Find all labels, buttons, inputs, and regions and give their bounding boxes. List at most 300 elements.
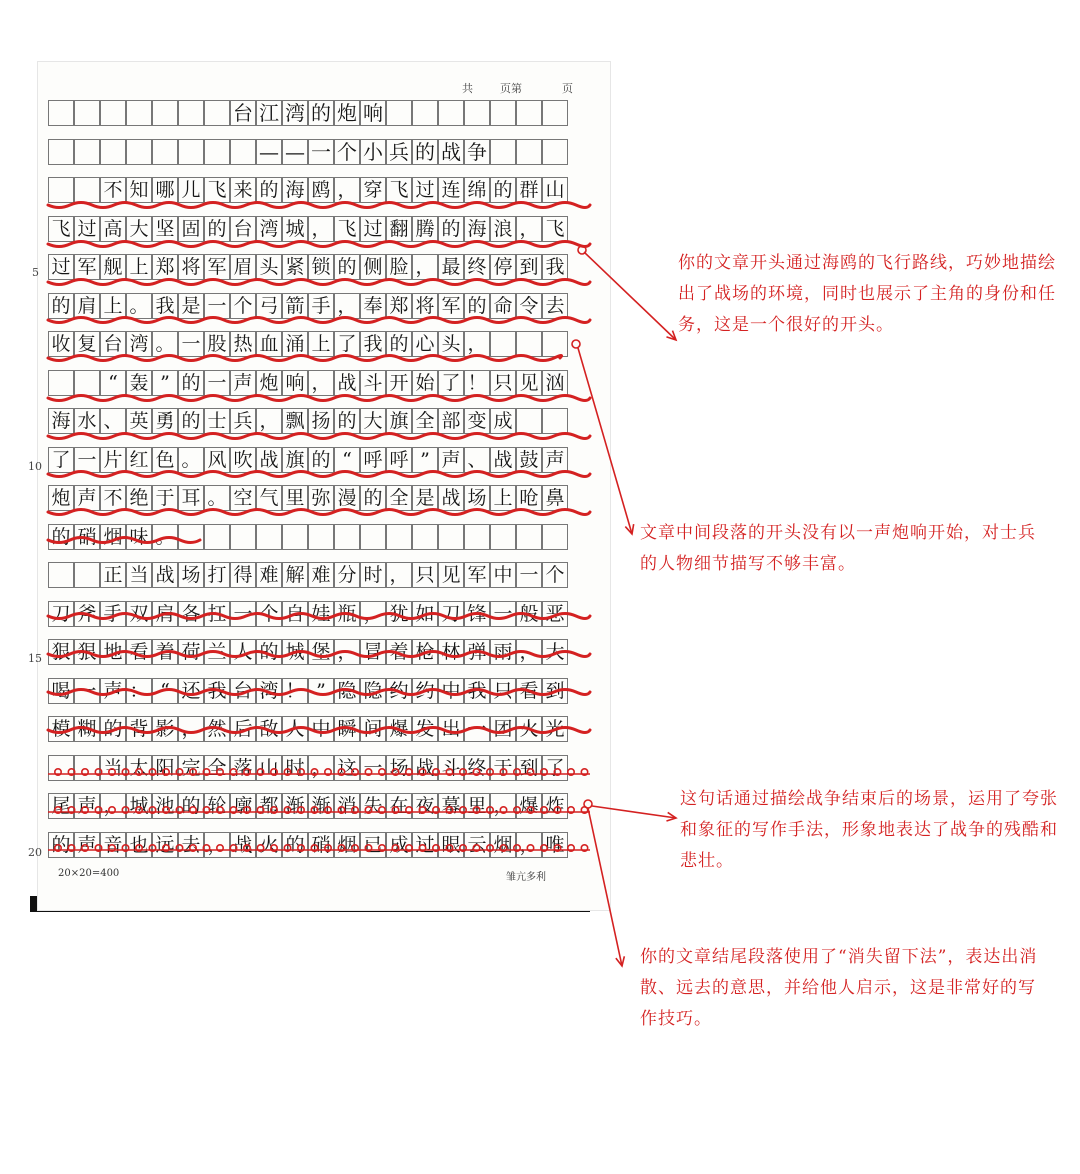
grid-cell: 到 <box>542 678 568 704</box>
grid-cell: 着 <box>386 639 412 665</box>
grid-cell: 还 <box>178 678 204 704</box>
grid-cell: 飞 <box>542 216 568 242</box>
grid-cell: 当 <box>126 562 152 588</box>
grid-cell: 斗 <box>438 755 464 781</box>
grid-cell: 的 <box>308 100 334 126</box>
wavy-underline <box>48 510 590 515</box>
grid-cell: 爆 <box>516 793 542 819</box>
grid-cell: 犹 <box>386 601 412 627</box>
grid-cell: “ <box>152 678 178 704</box>
wavy-underline <box>48 318 590 323</box>
grid-cell: 上 <box>126 254 152 280</box>
grid-cell: 一 <box>308 139 334 165</box>
grid-cell: 血 <box>256 331 282 357</box>
grid-cell: 的 <box>490 177 516 203</box>
grid-cell: 炮 <box>334 100 360 126</box>
grid-cell: 阳 <box>152 755 178 781</box>
grid-cell: 只 <box>490 678 516 704</box>
grid-cell: ， <box>516 639 542 665</box>
grid-cell: 弥 <box>308 485 334 511</box>
grid-cell: 高 <box>100 216 126 242</box>
grid-cell: ” <box>412 447 438 473</box>
grid-cell: 水 <box>74 408 100 434</box>
grid-cell: 去 <box>178 832 204 858</box>
grid-cell: 飞 <box>204 177 230 203</box>
grid-cell: ， <box>100 793 126 819</box>
grid-cell: 于 <box>490 755 516 781</box>
grid-cell: 隐 <box>360 678 386 704</box>
grid-cell: 我 <box>464 678 490 704</box>
grid-cell: 雨 <box>490 639 516 665</box>
grid-cell: 远 <box>152 832 178 858</box>
grid-cell: 军 <box>464 562 490 588</box>
grid-cell: 眼 <box>438 832 464 858</box>
grid-cell: 勇 <box>152 408 178 434</box>
grid-cell: 头 <box>256 254 282 280</box>
grid-cell: 郑 <box>152 254 178 280</box>
grid-cell: 场 <box>178 562 204 588</box>
grid-cell: 狠 <box>74 639 100 665</box>
grid-cell: 过 <box>74 216 100 242</box>
annotation-opening: 你的文章开头通过海鸥的飞行路线，巧妙地描绘出了战场的环境，同时也展示了主角的身份和任务，这是一个很好的开头。 <box>678 253 1056 335</box>
grid-cell: 狠 <box>48 639 74 665</box>
grid-cell: 变 <box>464 408 490 434</box>
grid-cell: ， <box>516 216 542 242</box>
grid-cell: ， <box>178 716 204 742</box>
grid-cell: 了 <box>542 755 568 781</box>
grid-cell: 看 <box>516 678 542 704</box>
header-gong: 共 <box>462 82 473 95</box>
grid-cell: 扛 <box>204 601 230 627</box>
grid-cell: 唯 <box>542 832 568 858</box>
grid-cell: 冒 <box>360 639 386 665</box>
header-page: 页 <box>562 82 573 95</box>
grid-cell: 音 <box>100 832 126 858</box>
grid-cell: 侧 <box>360 254 386 280</box>
grid-cell: 军 <box>204 254 230 280</box>
grid-cell: 也 <box>126 832 152 858</box>
grid-cell: 自 <box>282 601 308 627</box>
wavy-underline <box>48 538 200 543</box>
grid-cell: 上 <box>490 485 516 511</box>
grid-cell: 响 <box>360 100 386 126</box>
grid-cell: ， <box>334 177 360 203</box>
grid-cell: 。 <box>152 331 178 357</box>
grid-cell: 一 <box>360 755 386 781</box>
grid-cell: 一 <box>74 678 100 704</box>
grid-cell: 时 <box>360 562 386 588</box>
grid-cell: 手 <box>308 293 334 319</box>
grid-cell: 。 <box>126 293 152 319</box>
grid-cell: 将 <box>412 293 438 319</box>
grid-cell: 城 <box>282 216 308 242</box>
grid-cell: 的 <box>204 216 230 242</box>
grid-cell: 个 <box>334 139 360 165</box>
grid-cell: 的 <box>48 293 74 319</box>
grid-cell: 战 <box>412 755 438 781</box>
grid-cell: ， <box>360 601 386 627</box>
grid-cell: 渐 <box>282 793 308 819</box>
grid-cell: 云 <box>464 832 490 858</box>
grid-cell: 开 <box>386 370 412 396</box>
grid-cell: 大 <box>360 408 386 434</box>
grid-cell: 娃 <box>308 601 334 627</box>
grid-cell: 海 <box>464 216 490 242</box>
grid-cell: 斧 <box>74 601 100 627</box>
grid-cell: 山 <box>542 177 568 203</box>
grid-cell: 声 <box>74 793 100 819</box>
grid-cell: 见 <box>438 562 464 588</box>
grid-cell: 烟 <box>100 524 126 550</box>
grid-cell: 的 <box>178 370 204 396</box>
grid-cell: 个 <box>542 562 568 588</box>
grid-cell: “ <box>334 447 360 473</box>
grid-cell: 模 <box>48 716 74 742</box>
grid-cell: 打 <box>204 562 230 588</box>
grid-cell: 红 <box>126 447 152 473</box>
grid-cell: 分 <box>334 562 360 588</box>
grid-cell: 声 <box>74 832 100 858</box>
grid-cell: 命 <box>490 293 516 319</box>
grid-cell: 肩 <box>74 293 100 319</box>
grid-cell: 大 <box>542 639 568 665</box>
grid-cell: 到 <box>516 254 542 280</box>
grid-cell: 兵 <box>230 408 256 434</box>
grid-cell: 英 <box>126 408 152 434</box>
grid-cell: 一 <box>230 601 256 627</box>
grid-cell: 恶 <box>542 601 568 627</box>
grid-cell: 手 <box>100 601 126 627</box>
grid-cell: 后 <box>230 716 256 742</box>
grid-cell: 的 <box>256 639 282 665</box>
grid-cell: 飞 <box>386 177 412 203</box>
grid-cell: 里 <box>282 485 308 511</box>
grid-cell: 城 <box>282 639 308 665</box>
grid-cell: 瞬 <box>334 716 360 742</box>
grid-cell: 兰 <box>204 639 230 665</box>
grid-cell: 上 <box>100 293 126 319</box>
grid-cell: ， <box>308 370 334 396</box>
grid-cell: ， <box>490 793 516 819</box>
grid-cell: 舰 <box>100 254 126 280</box>
grid-cell: 已 <box>360 832 386 858</box>
grid-cell: 隐 <box>334 678 360 704</box>
grid-cell: 个 <box>230 293 256 319</box>
grid-cell: ！ <box>282 678 308 704</box>
grid-cell: 成 <box>490 408 516 434</box>
grid-cell: 飘 <box>282 408 308 434</box>
grid-cell: 坚 <box>152 216 178 242</box>
grid-cell: 只 <box>412 562 438 588</box>
grid-cell: 兵 <box>386 139 412 165</box>
grid-cell: ， <box>516 832 542 858</box>
grid-cell: 战 <box>438 485 464 511</box>
grid-cell: 最 <box>438 254 464 280</box>
grid-cell: 旗 <box>282 447 308 473</box>
arrow-opening <box>584 252 676 340</box>
grid-cell: 荷 <box>178 639 204 665</box>
grid-cell: 火 <box>256 832 282 858</box>
grid-cell: 翻 <box>386 216 412 242</box>
grid-cell: 始 <box>412 370 438 396</box>
grid-cell: 战 <box>334 370 360 396</box>
arrow-middle <box>578 348 632 534</box>
grid-cell: 争 <box>464 139 490 165</box>
grid-cell: 穿 <box>360 177 386 203</box>
anchor-dot <box>584 800 592 808</box>
grid-cell: 奉 <box>360 293 386 319</box>
wavy-underline <box>48 472 590 477</box>
wavy-underline <box>48 280 590 285</box>
grid-cell: 。 <box>152 524 178 550</box>
annotation-ending-technique: 你的文章结尾段落使用了“消失留下法”，表达出消散、远去的意思，并给他人启示，这是非常好的写作技巧。 <box>640 947 1038 1029</box>
grid-cell: 我 <box>360 331 386 357</box>
grid-cell: 我 <box>542 254 568 280</box>
grid-cell: ” <box>308 678 334 704</box>
grid-cell: 一 <box>74 447 100 473</box>
grid-cell: ， <box>204 832 230 858</box>
grid-cell: 士 <box>204 408 230 434</box>
grid-cell: 的 <box>334 254 360 280</box>
grid-cell: 火 <box>516 716 542 742</box>
grid-cell: 都 <box>256 793 282 819</box>
grid-cell: 解 <box>282 562 308 588</box>
grid-cell: 紧 <box>282 254 308 280</box>
grid-cell: 心 <box>412 331 438 357</box>
grid-cell: 一 <box>204 370 230 396</box>
footer-grid-spec: 20×20=400 <box>58 868 120 879</box>
grid-cell: 过 <box>48 254 74 280</box>
grid-cell: 场 <box>464 485 490 511</box>
grid-cell: ， <box>256 408 282 434</box>
grid-cell: 热 <box>230 331 256 357</box>
grid-cell: 浪 <box>490 216 516 242</box>
grid-cell: 的 <box>48 524 74 550</box>
grid-cell: 发 <box>412 716 438 742</box>
grid-cell: 渐 <box>308 793 334 819</box>
grid-cell: 台 <box>230 100 256 126</box>
grid-cell: 斗 <box>360 370 386 396</box>
grid-cell: 一 <box>178 331 204 357</box>
grid-cell: 见 <box>516 370 542 396</box>
wavy-underline <box>48 203 590 208</box>
grid-cell: 只 <box>490 370 516 396</box>
grid-cell: ， <box>334 293 360 319</box>
grid-cell: 的 <box>48 832 74 858</box>
grid-cell: 湾 <box>256 216 282 242</box>
grid-cell: — <box>256 139 282 165</box>
grid-cell: 绵 <box>464 177 490 203</box>
grid-cell: 成 <box>386 832 412 858</box>
grid-cell: 约 <box>386 678 412 704</box>
grid-cell: 的 <box>386 331 412 357</box>
grid-cell: 间 <box>360 716 386 742</box>
grid-cell: 台 <box>230 216 256 242</box>
grid-cell: 绝 <box>126 485 152 511</box>
grid-cell: 去 <box>542 293 568 319</box>
grid-cell: 个 <box>256 601 282 627</box>
grid-cell: 终 <box>464 254 490 280</box>
grid-cell: 军 <box>438 293 464 319</box>
grid-cell: 落 <box>230 755 256 781</box>
grid-cell: 小 <box>360 139 386 165</box>
grid-cell: 喝 <box>48 678 74 704</box>
grid-cell: 哪 <box>152 177 178 203</box>
grid-cell: 海 <box>282 177 308 203</box>
grid-cell: 固 <box>178 216 204 242</box>
grid-cell: 消 <box>334 793 360 819</box>
grid-cell: 当 <box>100 755 126 781</box>
arrow-ending-scene <box>592 806 676 818</box>
grid-cell: 一 <box>204 293 230 319</box>
wavy-underline <box>48 396 590 401</box>
grid-cell: 弓 <box>256 293 282 319</box>
grid-cell: 的 <box>360 485 386 511</box>
grid-cell: 头 <box>438 331 464 357</box>
grid-cell: 海 <box>48 408 74 434</box>
grid-cell: 弹 <box>464 639 490 665</box>
grid-cell: 湾 <box>126 331 152 357</box>
grid-cell: 看 <box>126 639 152 665</box>
grid-cell: 耳 <box>178 485 204 511</box>
grid-cell: — <box>282 139 308 165</box>
grid-cell: 收 <box>48 331 74 357</box>
grid-cell: 旗 <box>386 408 412 434</box>
grid-cell: 的 <box>178 793 204 819</box>
grid-cell: 上 <box>308 331 334 357</box>
grid-cell: 。 <box>178 447 204 473</box>
grid-cell: 刀 <box>438 601 464 627</box>
grid-cell: “ <box>100 370 126 396</box>
grid-cell: 是 <box>178 293 204 319</box>
wavy-underline <box>48 434 590 439</box>
line-number-20: 20 <box>28 846 42 859</box>
grid-cell: 声 <box>74 485 100 511</box>
grid-cell: 的 <box>412 139 438 165</box>
grid-cell: 场 <box>386 755 412 781</box>
grid-cell: 幕 <box>438 793 464 819</box>
grid-cell: 然 <box>204 716 230 742</box>
grid-cell: 肩 <box>152 601 178 627</box>
grid-cell: 味 <box>126 524 152 550</box>
grid-cell: 中 <box>308 716 334 742</box>
grid-cell: 色 <box>152 447 178 473</box>
grid-cell: ， <box>386 562 412 588</box>
grid-cell: 一 <box>464 716 490 742</box>
grid-cell: 群 <box>516 177 542 203</box>
grid-cell: 响 <box>282 370 308 396</box>
footer-brand: 雏亢多利 <box>506 872 546 883</box>
grid-cell: 过 <box>412 832 438 858</box>
grid-cell: 枪 <box>412 639 438 665</box>
grid-cell: 军 <box>74 254 100 280</box>
grid-cell: 这 <box>334 755 360 781</box>
grid-cell: 声 <box>230 370 256 396</box>
grid-cell: 轮 <box>204 793 230 819</box>
grid-cell: 全 <box>386 485 412 511</box>
grid-cell: 、 <box>464 447 490 473</box>
grid-cell: 过 <box>360 216 386 242</box>
grid-cell: 糊 <box>74 716 100 742</box>
grid-cell: 片 <box>100 447 126 473</box>
grid-cell: 城 <box>126 793 152 819</box>
wavy-underline <box>48 242 590 247</box>
grid-cell: 战 <box>256 447 282 473</box>
grid-cell: 汹 <box>542 370 568 396</box>
grid-cell: 台 <box>100 331 126 357</box>
grid-cell: 吹 <box>230 447 256 473</box>
grid-cell: 出 <box>438 716 464 742</box>
grid-cell: 团 <box>490 716 516 742</box>
grid-cell: 失 <box>360 793 386 819</box>
grid-cell: 着 <box>152 639 178 665</box>
grid-cell: 声 <box>100 678 126 704</box>
grid-cell: 声 <box>438 447 464 473</box>
grid-cell: 于 <box>152 485 178 511</box>
grid-cell: 的 <box>308 447 334 473</box>
grid-cell: 的 <box>464 293 490 319</box>
grid-cell: 山 <box>256 755 282 781</box>
grid-cell: 里 <box>464 793 490 819</box>
line-number-10: 10 <box>28 460 42 473</box>
grid-cell: 知 <box>126 177 152 203</box>
grid-cell: 了 <box>438 370 464 396</box>
grid-cell: 终 <box>464 755 490 781</box>
grid-cell: ， <box>308 216 334 242</box>
grid-cell: 扬 <box>308 408 334 434</box>
grid-cell: 般 <box>516 601 542 627</box>
wavy-underline <box>48 652 590 657</box>
grid-cell: 腾 <box>412 216 438 242</box>
grid-cell: 鼻 <box>542 485 568 511</box>
grid-cell: 台 <box>230 678 256 704</box>
grid-cell: 我 <box>204 678 230 704</box>
grid-cell: 眉 <box>230 254 256 280</box>
grid-cell: 我 <box>152 293 178 319</box>
grid-cell: 飞 <box>48 216 74 242</box>
grid-cell: 到 <box>516 755 542 781</box>
grid-cell: 轰 <box>126 370 152 396</box>
grid-cell: 全 <box>204 755 230 781</box>
grid-cell: 战 <box>230 832 256 858</box>
grid-cell: 正 <box>100 562 126 588</box>
grid-cell: 部 <box>438 408 464 434</box>
grid-cell: 地 <box>100 639 126 665</box>
grid-cell: ， <box>464 331 490 357</box>
grid-cell: 一 <box>516 562 542 588</box>
grid-cell: 气 <box>256 485 282 511</box>
grid-cell: 得 <box>230 562 256 588</box>
grid-cell: 复 <box>74 331 100 357</box>
grid-cell: 烟 <box>334 832 360 858</box>
grid-cell: 呛 <box>516 485 542 511</box>
grid-cell: 池 <box>152 793 178 819</box>
arrow-ending-technique <box>588 808 622 966</box>
grid-cell: 的 <box>438 216 464 242</box>
grid-cell: 大 <box>126 216 152 242</box>
grid-cell: 炮 <box>256 370 282 396</box>
grid-cell: 堡 <box>308 639 334 665</box>
grid-cell: 不 <box>100 177 126 203</box>
grid-cell: 空 <box>230 485 256 511</box>
grid-cell: 将 <box>178 254 204 280</box>
grid-cell: 敌 <box>256 716 282 742</box>
grid-cell: 来 <box>230 177 256 203</box>
grid-cell: 了 <box>334 331 360 357</box>
grid-cell: 呼 <box>386 447 412 473</box>
grid-cell: 人 <box>230 639 256 665</box>
grid-cell: 的 <box>256 177 282 203</box>
